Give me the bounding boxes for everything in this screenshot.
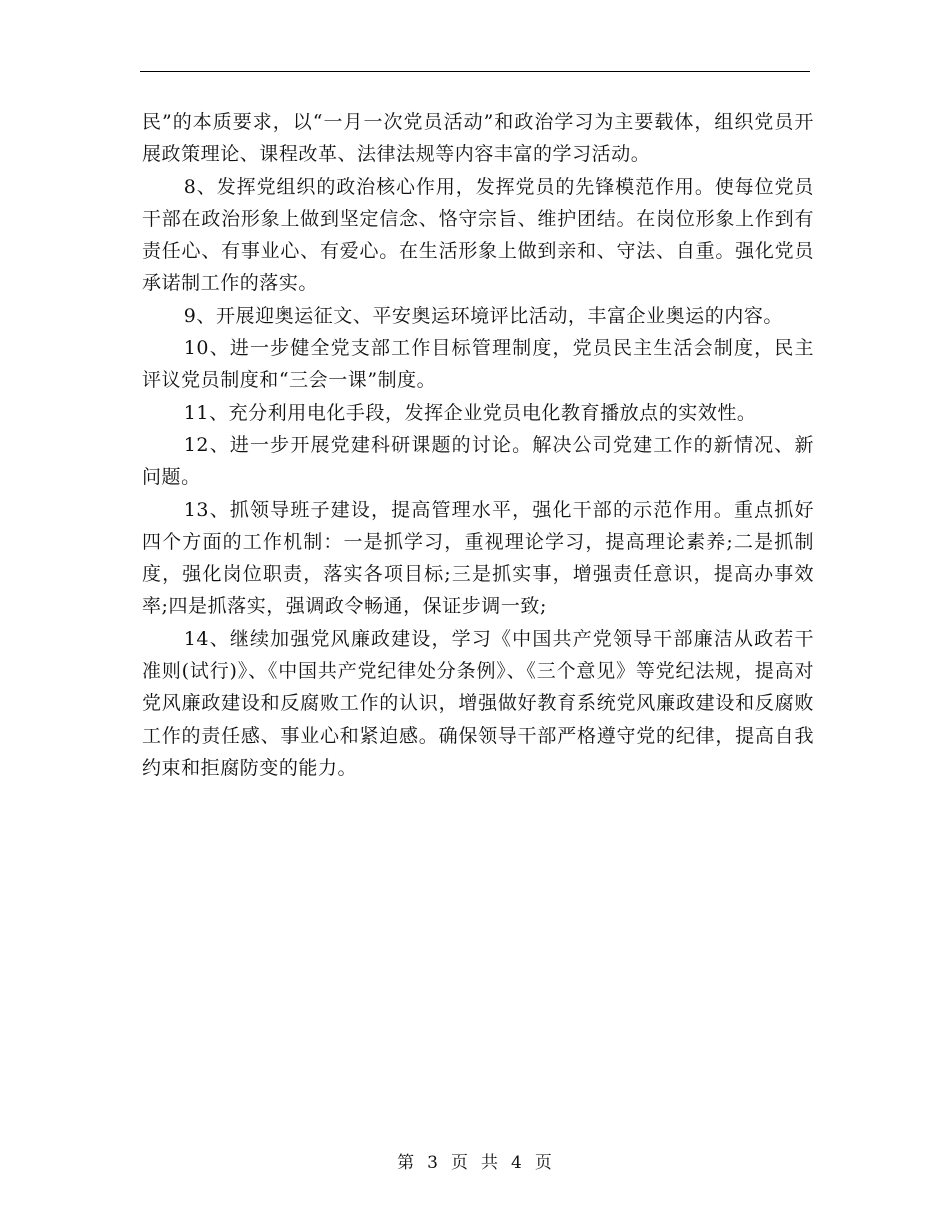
body-text — [142, 106, 814, 784]
paragraph-item-9: 9、开展迎奥运征文、平安奥运环境评比活动，丰富企业奥运的内容。 — [183, 304, 783, 327]
footer-page-prefix: 第 — [397, 1153, 416, 1173]
footer-total-unit: 页 — [534, 1153, 553, 1173]
footer-page-unit: 页 — [451, 1153, 469, 1173]
page-footer — [0, 1148, 950, 1173]
footer-total-pages: 4 — [511, 1153, 523, 1173]
paragraph-item-14: 14、继续加强党风廉政建设，学习《中国共产党领导干部廉洁从政若干准则(试行)》、《中国共产党纪律处分条例》、《三个意见》等党纪法规，提高对党风廉政建设和反腐败工作的认识，增强做好教育系统党风廉政建设和反腐败工作的责任感、事业心和紧迫感。确保领导干部严格遵守党的纪律，提高自我约束和拒腐防变的能力。 — [142, 627, 814, 779]
paragraph-item-12: 12、进一步开展党建科研课题的讨论。解决公司党建工作的新情况、新问题。 — [142, 433, 814, 489]
paragraph-item-10: 10、进一步健全党支部工作目标管理制度，党员民主生活会制度，民主评议党员制度和“三会一课”制度。 — [142, 337, 814, 392]
header-rule — [140, 71, 810, 72]
paragraph-item-11: 11、充分利用电化手段，发挥企业党员电化教育播放点的实效性。 — [183, 401, 757, 424]
paragraph-item-8: 8、发挥党组织的政治核心作用，发挥党员的先锋模范作用。使每位党员干部在政治形象上做到坚定信念、恪守宗旨、维护团结。在岗位形象上作到有责任心、有事业心、有爱心。在生活形象上做到亲和、守法、自重。强化党员承诺制工作的落实。 — [142, 175, 814, 295]
footer-page-number: 3 — [427, 1153, 439, 1173]
paragraph-continued: 民”的本质要求，以“一月一次党员活动”和政治学习为主要载体，组织党员开展政策理论、课程改革、法律法规等内容丰富的学习活动。 — [142, 111, 814, 166]
footer-total-prefix: 共 — [481, 1153, 499, 1173]
paragraph-item-13: 13、抓领导班子建设，提高管理水平，强化干部的示范作用。重点抓好四个方面的工作机制：一是抓学习，重视理论学习，提高理论素养;二是抓制度，强化岗位职责，落实各项目标;三是抓实事，增强责任意识，提高办事效率;四是抓落实，强调政令畅通，保证步调一致; — [142, 498, 814, 618]
